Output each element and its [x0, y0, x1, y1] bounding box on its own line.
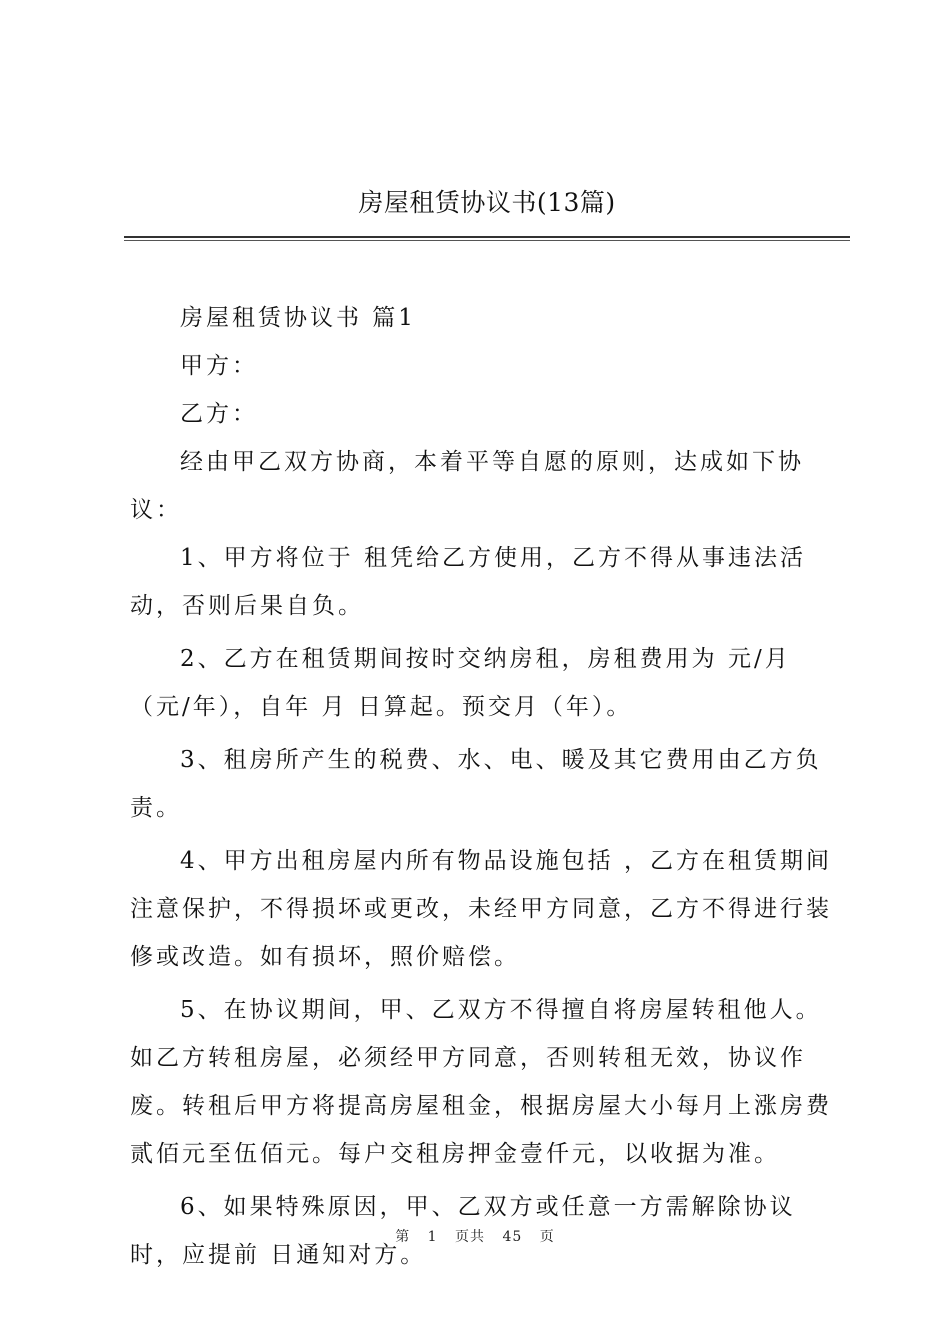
page-footer — [0, 1226, 950, 1246]
clause-3: 3、租房所产生的税费、水、电、暖及其它费用由乙方负责。 — [130, 747, 822, 821]
footer-current-page: 1 — [427, 1229, 438, 1245]
document-title: 房屋租赁协议书(13篇) — [358, 188, 616, 217]
section-heading: 房屋租赁协议书 篇1 — [180, 305, 416, 331]
title-divider-thin — [124, 240, 850, 241]
clause-5: 5、在协议期间，甲、乙双方不得擅自将房屋转租他人。如乙方转租房屋，必须经甲方同意，否则转租无效，协议作废。转租后甲方将提高房屋租金，根据房屋大小每月上涨房费贰佰元至伍佰元。每户交租房押金壹仟元，以收据为准。 — [130, 997, 832, 1167]
title-divider — [124, 236, 850, 238]
footer-total-pages: 45 — [502, 1229, 523, 1245]
party-b-line: 乙方： — [180, 401, 258, 427]
document-body — [130, 294, 845, 1284]
party-a-line: 甲方： — [180, 353, 258, 379]
footer-prefix: 第 — [395, 1229, 411, 1245]
clause-4: 4、甲方出租房屋内所有物品设施包括 ，乙方在租赁期间注意保护，不得损坏或更改，未经甲方同意，乙方不得进行装修或改造。如有损坏，照价赔偿。 — [130, 848, 832, 970]
footer-suffix: 页 — [539, 1229, 555, 1245]
clause-2: 2、乙方在租赁期间按时交纳房租，房租费用为 元/月（元/年），自年 月 日算起。预交月（年）。 — [130, 646, 791, 720]
clause-1: 1、甲方将位于 租凭给乙方使用，乙方不得从事违法活动，否则后果自负。 — [130, 545, 806, 619]
clause-6: 6、如果特殊原因，甲、乙双方或任意一方需解除协议时，应提前 日通知对方。 — [130, 1194, 796, 1268]
preamble-paragraph: 经由甲乙双方协商，本着平等自愿的原则，达成如下协议： — [130, 449, 804, 523]
footer-middle: 页共 — [455, 1229, 486, 1245]
